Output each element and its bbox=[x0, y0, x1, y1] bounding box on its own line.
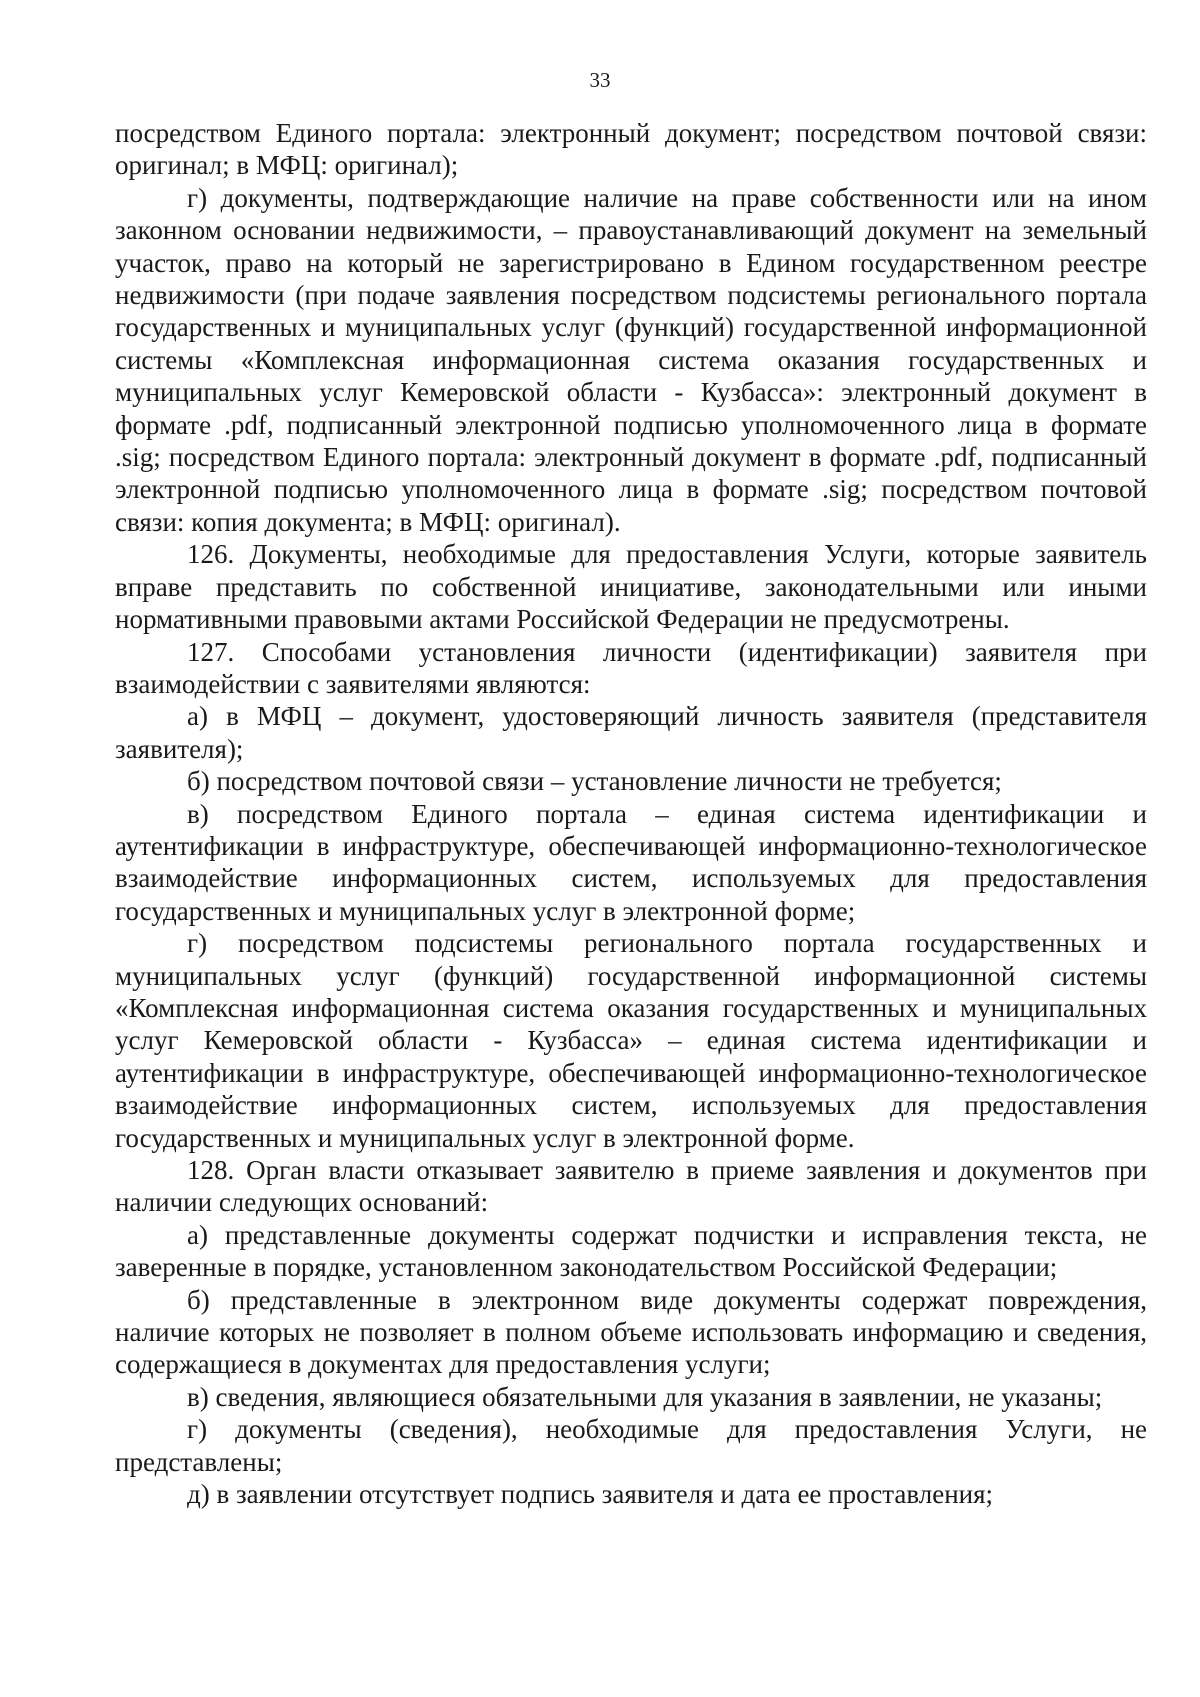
document-body bbox=[115, 117, 1147, 1510]
paragraph-128-item-b: б) представленные в электронном виде документы содержат повреждения, наличие которых не позволяет в полном объеме использовать информацию и сведения, содержащиеся в документах для предоставления услуги; bbox=[115, 1284, 1147, 1380]
paragraph-128-item-v: в) сведения, являющиеся обязательными для указания в заявлении, не указаны; bbox=[187, 1381, 1103, 1412]
paragraph-128: 128. Орган власти отказывает заявителю в приеме заявления и документов при наличии следующих оснований: bbox=[115, 1155, 1147, 1218]
paragraph-item-g-ownership-documents: г) документы, подтверждающие наличие на праве собственности или на ином законном основании недвижимости, – правоустанавливающий документ на земельный участок, право на который не зарегистрировано в Едином государственном реестре недвижимости (при подаче заявления посредством подсистемы регионального портала государственных и муниципальных услуг (функций) государственной информационной системы «Комплексная информационная система оказания государственных и муниципальных услуг Кемеровской области - Кузбасса»: электронный документ в формате .pdf, подписанный электронной подписью уполномоченного лица в формате .sig; посредством Единого портала: электронный документ в формате .pdf, подписанный электронной подписью уполномоченного лица в формате .sig; посредством почтовой связи: копия документа; в МФЦ: оригинал). bbox=[115, 182, 1147, 537]
page-number: 33 bbox=[589, 68, 611, 92]
paragraph-127: 127. Способами установления личности (идентификации) заявителя при взаимодействии с заявителями являются: bbox=[115, 636, 1147, 699]
paragraph-127-item-v: в) посредством Единого портала – единая система идентификации и аутентификации в инфраструктуре, обеспечивающей информационно-технологическое взаимодействие информационных систем, используемых для предоставления государственных и муниципальных услуг в электронной форме; bbox=[115, 798, 1147, 926]
paragraph-continuation: посредством Единого портала: электронный документ; посредством почтовой связи: оригинал; в МФЦ: оригинал); bbox=[115, 118, 1147, 181]
paragraph-128-item-a: а) представленные документы содержат подчистки и исправления текста, не заверенные в порядке, установленном законодательством Российской Федерации; bbox=[115, 1219, 1147, 1283]
paragraph-128-item-d: д) в заявлении отсутствует подпись заявителя и дата ее проставления; bbox=[187, 1479, 994, 1510]
paragraph-127-item-a: а) в МФЦ – документ, удостоверяющий личность заявителя (представителя заявителя); bbox=[115, 701, 1147, 764]
paragraph-127-item-b: б) посредством почтовой связи – установление личности не требуется; bbox=[187, 766, 1002, 797]
paragraph-128-item-g: г) документы (сведения), необходимые для предоставления Услуги, не представлены; bbox=[115, 1414, 1147, 1477]
paragraph-127-item-g: г) посредством подсистемы регионального портала государственных и муниципальных услуг (функций) государственной информационной системы «Комплексная информационная система оказания государственных и муниципальных услуг Кемеровской области - Кузбасса» – единая система идентификации и аутентификации в инфраструктуре, обеспечивающей информационно-технологическое взаимодействие информационных систем, используемых для предоставления государственных и муниципальных услуг в электронной форме. bbox=[115, 928, 1147, 1153]
paragraph-126: 126. Документы, необходимые для предоставления Услуги, которые заявитель вправе представить по собственной инициативе, законодательными или иными нормативными правовыми актами Российской Федерации не предусмотрены. bbox=[115, 539, 1147, 635]
